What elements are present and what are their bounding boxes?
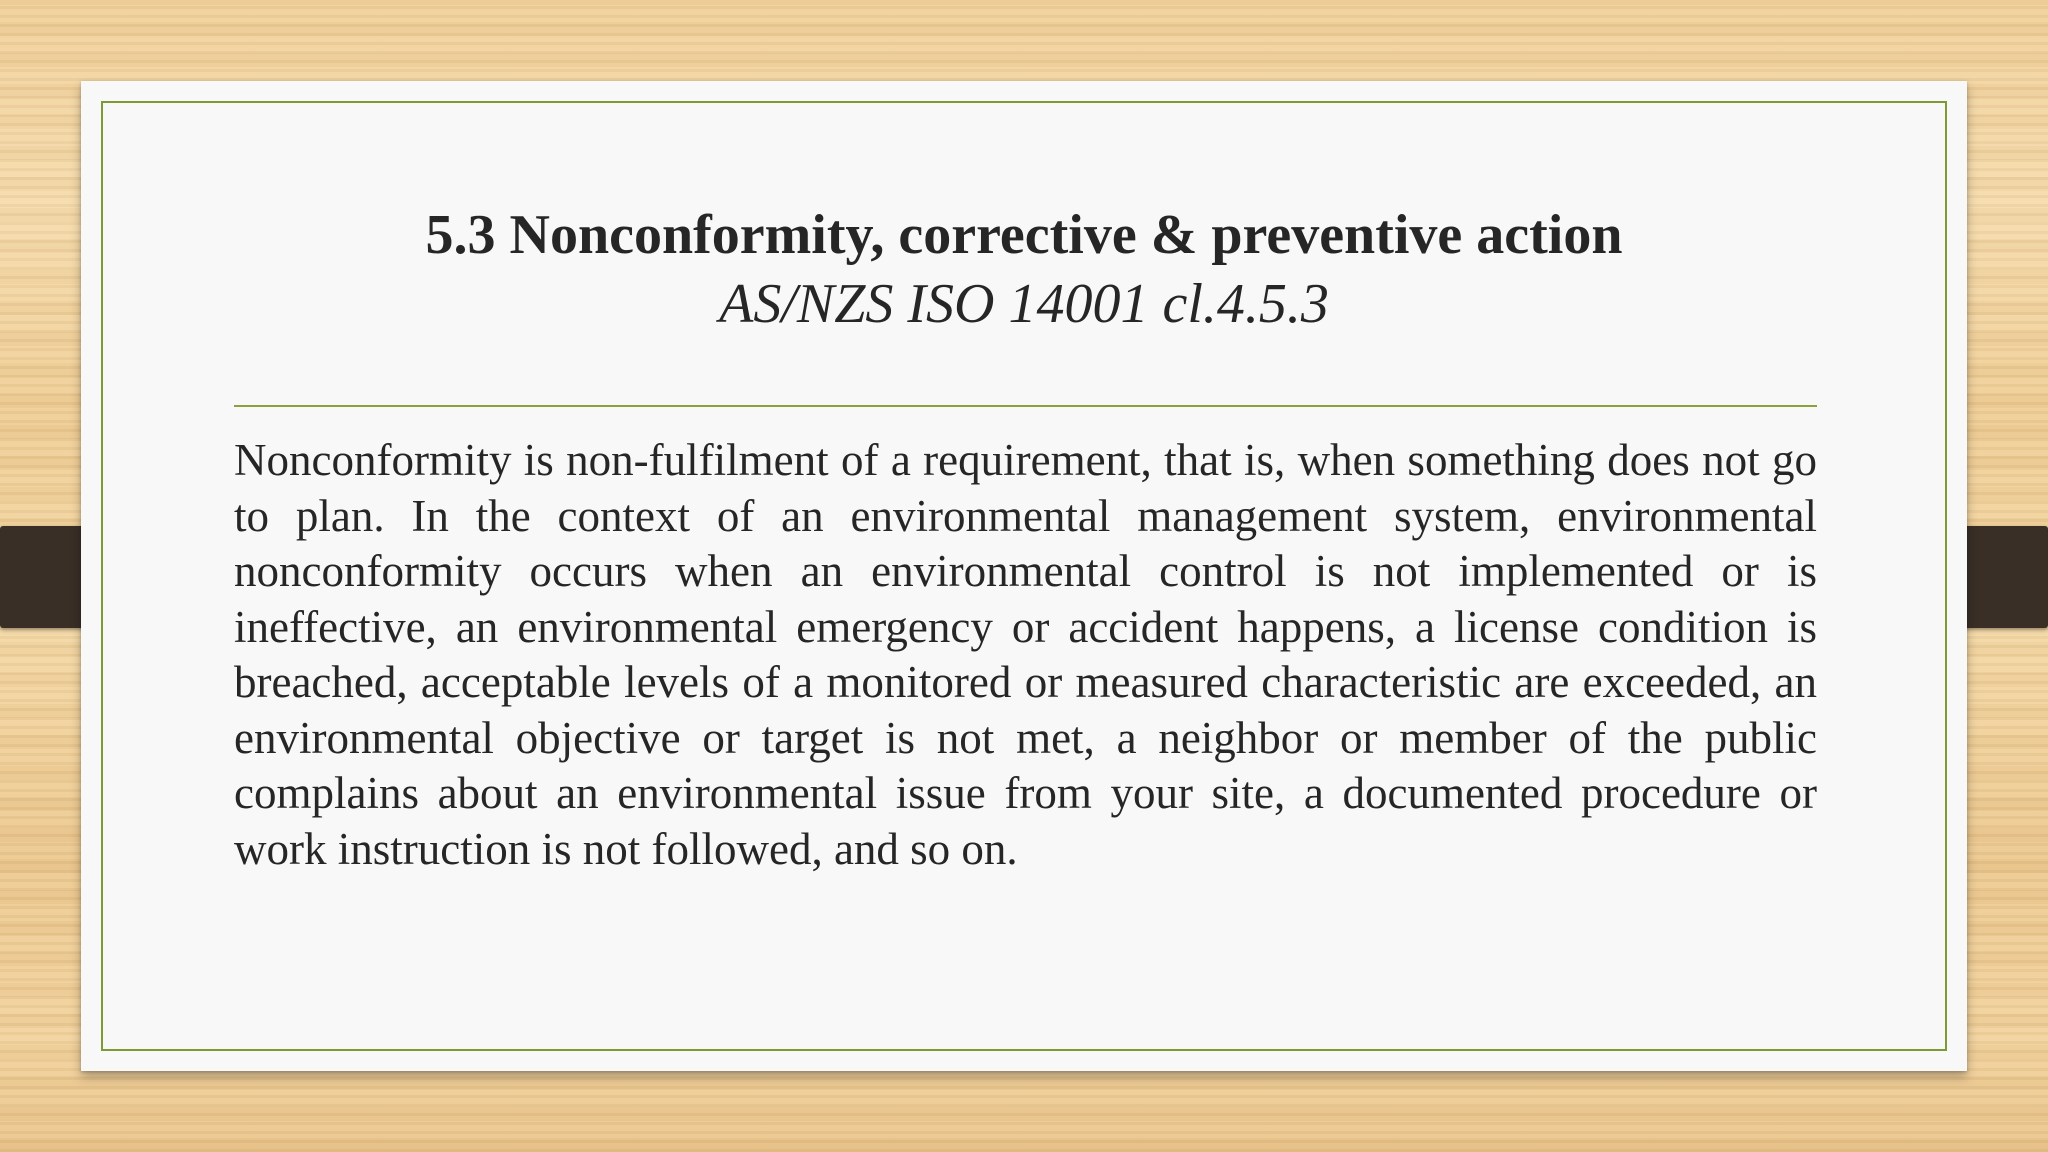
slide-title: 5.3 Nonconformity, corrective & preventive action bbox=[425, 204, 1623, 266]
title-divider bbox=[234, 405, 1817, 407]
slide-body-text: Nonconformity is non-fulfilment of a requirement, that is, when something does not go to plan. In the context of an environmental management system, environmental nonconformity occurs when an environmental control is not implemented or is ineffective, an environmental emergency or accident happens, a license condition is breached, acceptable levels of a monitored or measured characteristic are exceeded, an environmental objective or target is not met, a neighbor or member of the public complains about an environmental issue from your site, a documented procedure or work instruction is not followed, and so on. bbox=[234, 435, 1817, 874]
slide-card bbox=[81, 81, 1967, 1071]
slide-subtitle: AS/NZS ISO 14001 cl.4.5.3 bbox=[719, 273, 1329, 335]
